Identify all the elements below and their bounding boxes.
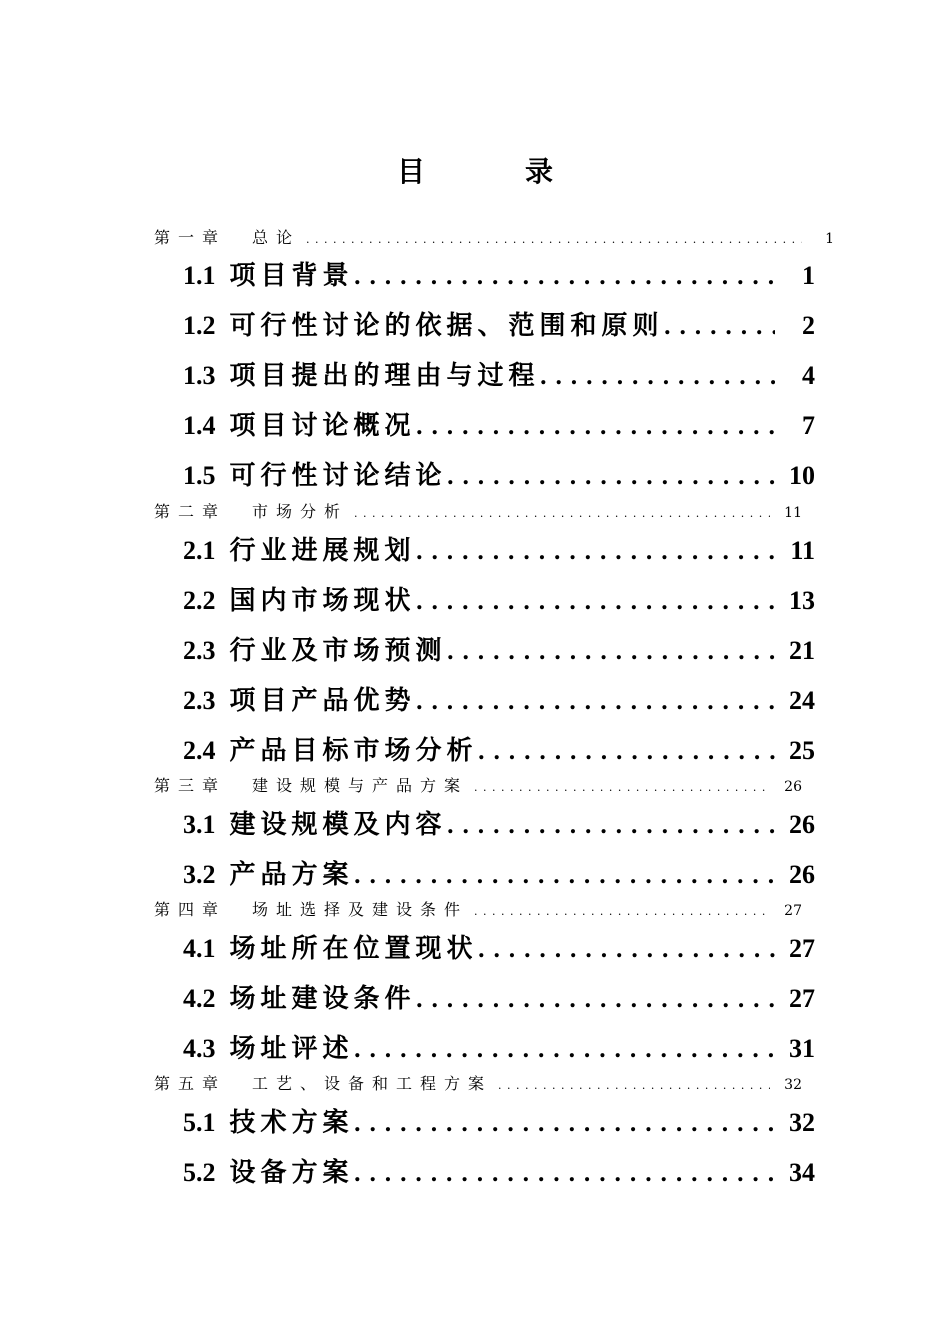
toc-chapter-3[interactable] bbox=[154, 773, 802, 796]
section-page: 1 bbox=[802, 261, 815, 290]
chapter-page: 11 bbox=[784, 505, 802, 521]
toc-section-2-4[interactable] bbox=[183, 730, 815, 767]
section-title: 可行性讨论结论 bbox=[229, 461, 447, 491]
section-title: 产品方案 bbox=[229, 860, 354, 890]
section-page: 31 bbox=[789, 1034, 815, 1063]
dot-leader bbox=[416, 589, 775, 615]
chapter-title: 建设规模与产品方案 bbox=[252, 776, 469, 795]
dot-leader bbox=[354, 264, 775, 290]
chapter-page: 32 bbox=[784, 1077, 802, 1093]
chapter-page: 27 bbox=[784, 903, 802, 919]
section-page: 7 bbox=[802, 411, 815, 440]
section-title: 产品目标市场分析 bbox=[229, 736, 478, 766]
section-page: 13 bbox=[789, 586, 815, 615]
toc-section-5-2[interactable] bbox=[183, 1152, 815, 1189]
dot-leader bbox=[447, 813, 775, 839]
section-page: 24 bbox=[789, 686, 815, 715]
toc-section-3-1[interactable] bbox=[183, 804, 815, 841]
toc-section-4-2[interactable] bbox=[183, 978, 815, 1015]
dot-leader bbox=[416, 987, 775, 1013]
section-title: 项目讨论概况 bbox=[229, 411, 416, 441]
section-number: 1.1 bbox=[183, 261, 216, 290]
section-title: 国内市场现状 bbox=[229, 586, 416, 616]
toc-title-right: 录 bbox=[525, 155, 554, 188]
section-number: 5.1 bbox=[183, 1108, 216, 1137]
chapter-page: 26 bbox=[784, 779, 802, 795]
section-title: 项目提出的理由与过程 bbox=[229, 361, 540, 391]
section-title: 项目产品优势 bbox=[229, 686, 416, 716]
section-title: 场址建设条件 bbox=[229, 984, 416, 1014]
section-page: 2 bbox=[802, 311, 815, 340]
toc-section-1-5[interactable] bbox=[183, 455, 815, 492]
chapter-title: 工艺、设备和工程方案 bbox=[252, 1074, 493, 1093]
chapter-page: 1 bbox=[825, 231, 834, 247]
toc-section-2-3[interactable] bbox=[183, 630, 815, 667]
section-title: 场址评述 bbox=[229, 1034, 354, 1064]
section-title: 行业及市场预测 bbox=[229, 636, 447, 666]
section-page: 34 bbox=[789, 1158, 815, 1187]
section-page: 26 bbox=[789, 860, 815, 889]
dot-leader bbox=[354, 1161, 775, 1187]
toc-title bbox=[0, 150, 950, 190]
section-number: 5.2 bbox=[183, 1158, 216, 1187]
section-title: 可行性讨论的依据、范围和原则 bbox=[229, 311, 664, 341]
section-title: 设备方案 bbox=[229, 1158, 354, 1188]
toc-section-1-3[interactable] bbox=[183, 355, 815, 392]
section-page: 26 bbox=[789, 810, 815, 839]
dot-leader bbox=[540, 364, 775, 390]
dot-leader bbox=[664, 314, 775, 340]
section-page: 25 bbox=[789, 736, 815, 765]
section-number: 1.5 bbox=[183, 461, 216, 490]
section-number: 2.4 bbox=[183, 736, 216, 765]
chapter-label: 第二章 bbox=[154, 502, 227, 521]
dot-leader bbox=[354, 863, 775, 889]
section-page: 27 bbox=[789, 984, 815, 1013]
section-title: 场址所在位置现状 bbox=[229, 934, 478, 964]
chapter-label: 第五章 bbox=[154, 1074, 227, 1093]
section-page: 4 bbox=[802, 361, 815, 390]
section-number: 1.2 bbox=[183, 311, 216, 340]
dot-leader bbox=[447, 464, 775, 490]
section-number: 2.2 bbox=[183, 586, 216, 615]
dot-leader bbox=[478, 739, 775, 765]
section-page: 11 bbox=[790, 536, 815, 565]
section-number: 4.3 bbox=[183, 1034, 216, 1063]
dot-leader bbox=[468, 905, 770, 918]
toc-title-left: 目 bbox=[396, 155, 425, 188]
dot-leader bbox=[492, 1079, 770, 1092]
section-page: 27 bbox=[789, 934, 815, 963]
section-page: 10 bbox=[789, 461, 815, 490]
section-number: 4.2 bbox=[183, 984, 216, 1013]
chapter-label: 第三章 bbox=[154, 776, 227, 795]
section-page: 21 bbox=[789, 636, 815, 665]
section-number: 2.3 bbox=[183, 636, 216, 665]
toc-section-4-1[interactable] bbox=[183, 928, 815, 965]
dot-leader bbox=[348, 507, 770, 520]
toc-section-4-3[interactable] bbox=[183, 1028, 815, 1065]
section-page: 32 bbox=[789, 1108, 815, 1137]
section-title: 技术方案 bbox=[229, 1108, 354, 1138]
toc-chapter-4[interactable] bbox=[154, 897, 802, 920]
toc-section-2-1[interactable] bbox=[183, 530, 815, 567]
dot-leader bbox=[468, 781, 770, 794]
toc-section-3-2[interactable] bbox=[183, 854, 815, 891]
section-number: 3.2 bbox=[183, 860, 216, 889]
section-title: 建设规模及内容 bbox=[229, 810, 447, 840]
section-title: 项目背景 bbox=[229, 261, 354, 291]
section-number: 3.1 bbox=[183, 810, 216, 839]
section-number: 1.3 bbox=[183, 361, 216, 390]
toc-section-2-3b[interactable] bbox=[183, 680, 815, 717]
chapter-title: 市场分析 bbox=[252, 502, 349, 521]
dot-leader bbox=[300, 233, 802, 246]
toc-chapter-5[interactable] bbox=[154, 1071, 802, 1094]
dot-leader bbox=[447, 639, 775, 665]
dot-leader bbox=[416, 539, 775, 565]
dot-leader bbox=[478, 937, 775, 963]
chapter-label: 第四章 bbox=[154, 900, 227, 919]
chapter-title: 总论 bbox=[252, 228, 301, 247]
chapter-label: 第一章 bbox=[154, 228, 227, 247]
chapter-title: 场址选择及建设条件 bbox=[252, 900, 469, 919]
toc-section-1-1[interactable] bbox=[183, 255, 815, 292]
toc-section-1-2[interactable] bbox=[183, 305, 815, 342]
toc-section-2-2[interactable] bbox=[183, 580, 815, 617]
toc-section-5-1[interactable] bbox=[183, 1102, 815, 1139]
section-number: 2.1 bbox=[183, 536, 216, 565]
section-number: 2.3 bbox=[183, 686, 216, 715]
dot-leader bbox=[416, 689, 775, 715]
dot-leader bbox=[354, 1037, 775, 1063]
toc-chapter-1[interactable] bbox=[154, 225, 834, 248]
section-title: 行业进展规划 bbox=[229, 536, 416, 566]
dot-leader bbox=[354, 1111, 775, 1137]
section-number: 1.4 bbox=[183, 411, 216, 440]
toc-chapter-2[interactable] bbox=[154, 499, 802, 522]
toc-section-1-4[interactable] bbox=[183, 405, 815, 442]
dot-leader bbox=[416, 414, 775, 440]
section-number: 4.1 bbox=[183, 934, 216, 963]
